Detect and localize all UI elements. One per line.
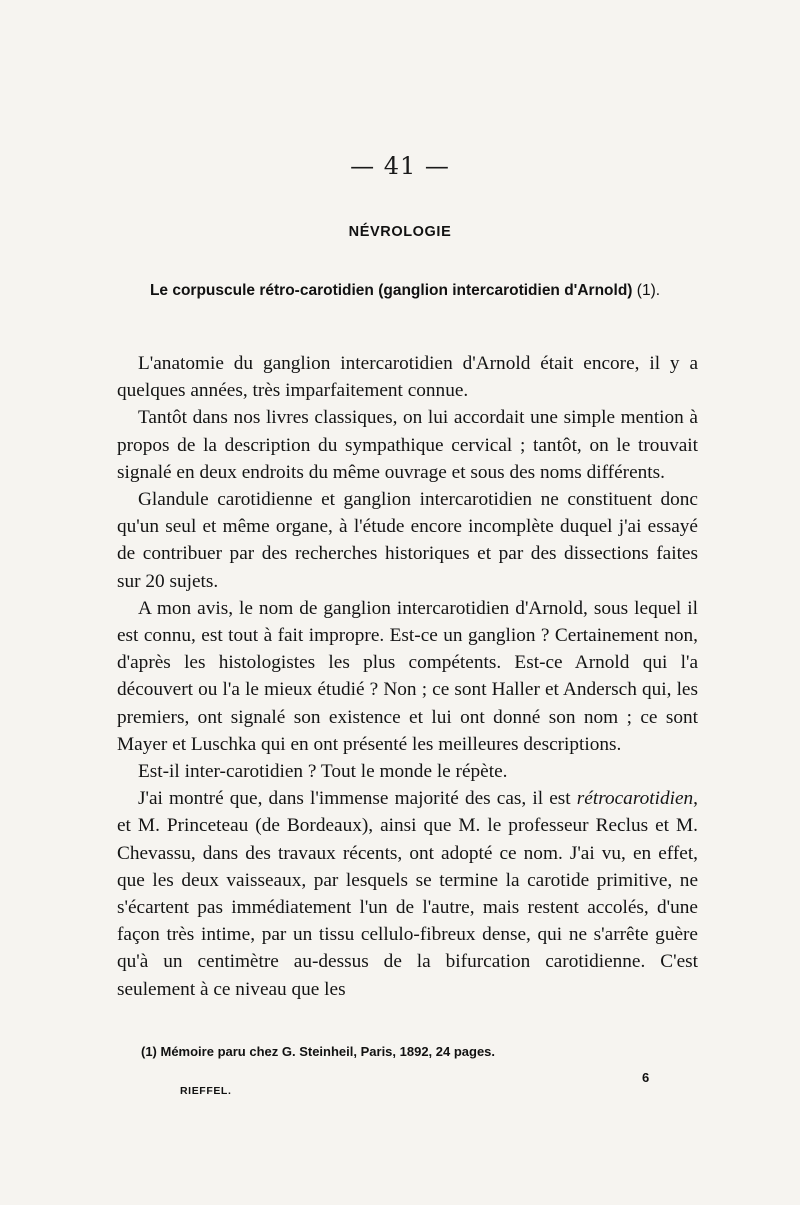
footnote-reference: (1). bbox=[636, 282, 661, 299]
sheet-number: 6 bbox=[642, 1070, 650, 1085]
paragraph-6 bbox=[117, 785, 698, 1003]
page-number: — 41 — bbox=[350, 152, 450, 180]
article-title bbox=[118, 280, 692, 302]
paragraph-3: Glandule carotidienne et ganglion intercarotidien ne constituent donc qu'un seul et même organe, à l'étude encore incomplète duquel j'ai essayé de contribuer par des recherches historiques et par des dissections faites sur 20 sujets. bbox=[117, 489, 698, 592]
footnote: (1) Mémoire paru chez G. Steinheil, Paris, 1892, 24 pages. bbox=[141, 1044, 496, 1059]
paragraph-6-start: J'ai montré que, dans l'immense majorité des cas, il est bbox=[138, 788, 577, 810]
article-title-text: Le corpuscule rétro-carotidien (ganglion intercarotidien d'Arnold) bbox=[149, 282, 633, 299]
paragraph-6-italic-term: rétrocarotidien bbox=[576, 788, 694, 810]
paragraph-2: Tantôt dans nos livres classiques, on lui accordait une simple mention à propos de la description du sympathique cervical ; tantôt, on le trouvait signalé en deux endroits du même ouvrage et sous des noms différents. bbox=[117, 407, 698, 483]
paragraph-4: A mon avis, le nom de ganglion intercarotidien d'Arnold, sous lequel il est connu, est tout à fait impropre. Est-ce un ganglion ? Certainement non, d'après les histologistes les plus compétents. Est-ce Arnold qui l'a découvert ou l'a le mieux étudié ? Non ; ce sont Haller et Andersch qui, les premiers, ont signalé son existence et lui ont donné son nom ; ce sont Mayer et Luschka qui en ont présenté les meilleures descriptions. bbox=[117, 597, 698, 755]
paragraph-1: L'anatomie du ganglion intercarotidien d'Arnold était encore, il y a quelques années, très imparfaitement connue. bbox=[117, 353, 698, 402]
body-text bbox=[117, 350, 698, 1003]
paragraph-5: Est-il inter-carotidien ? Tout le monde le répète. bbox=[138, 761, 508, 783]
paragraph-6-end: , et M. Princeteau (de Bordeaux), ainsi que M. le professeur Reclus et M. Chevassu, dans des travaux récents, ont adopté ce nom. J'ai vu, en effet, que les deux vaisseaux, par lesquels se termine la carotide primitive, ne s'écartent pas immédiatement l'un de l'autre, mais restent accolés, d'une façon très intime, par un tissu cellulo-fibreux dense, qui ne s'arrête guère qu'à un centimètre au-dessus de la bifurcation carotidienne. C'est seulement à ce niveau que les bbox=[117, 788, 698, 1000]
signature-mark: RIEFFEL. bbox=[180, 1085, 232, 1097]
section-title: NÉVROLOGIE bbox=[348, 224, 452, 240]
